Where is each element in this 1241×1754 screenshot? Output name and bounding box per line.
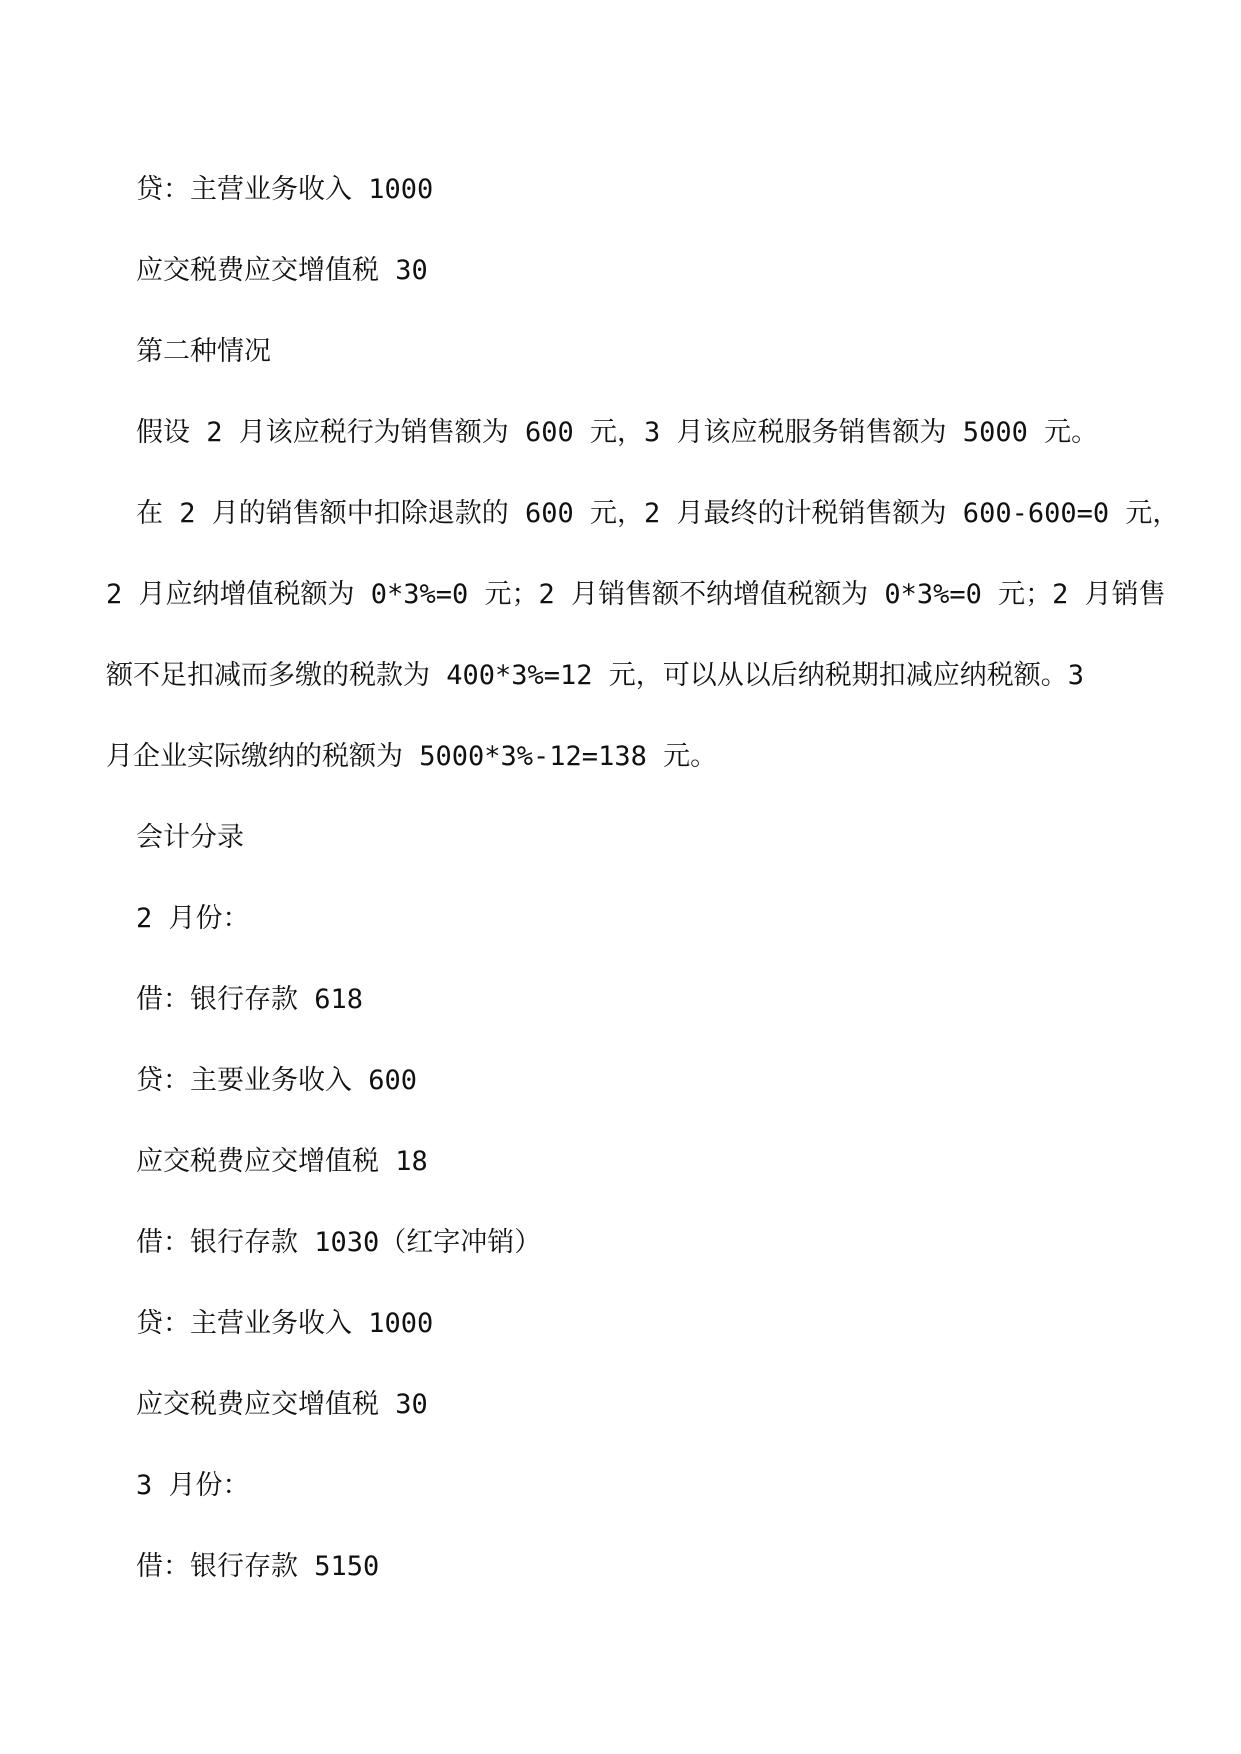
section-heading-second-case: 第二种情况 <box>136 336 271 367</box>
debit-bank-1030-red-reversal: 借：银行存款 1030（红字冲销） <box>136 1227 542 1258</box>
paragraph-line-3: 额不足扣减而多缴的税款为 400*3%=12 元，可以从以后纳税期扣减应纳税额。3 <box>106 660 1085 691</box>
march-heading: 3 月份： <box>136 1470 250 1501</box>
paragraph-line-1: 在 2 月的销售额中扣除退款的 600 元，2 月最终的计税销售额为 600-600=0 元， <box>136 498 1180 529</box>
vat-payable-18: 应交税费应交增值税 18 <box>136 1146 428 1177</box>
paragraph-line-2: 2 月应纳增值税额为 0*3%=0 元；2 月销售额不纳增值税额为 0*3%=0 元；2 月销售 <box>106 579 1166 610</box>
vat-payable-30-b: 应交税费应交增值税 30 <box>136 1389 428 1420</box>
february-heading: 2 月份： <box>136 903 250 934</box>
section-heading-accounting-entries: 会计分录 <box>136 822 244 853</box>
debit-bank-5150: 借：银行存款 5150 <box>136 1551 380 1582</box>
credit-main-revenue-1000: 贷：主营业务收入 1000 <box>136 174 434 205</box>
vat-payable-30: 应交税费应交增值税 30 <box>136 255 428 286</box>
paragraph-line-4: 月企业实际缴纳的税额为 5000*3%-12=138 元。 <box>106 741 718 772</box>
debit-bank-618: 借：银行存款 618 <box>136 984 364 1015</box>
credit-main-revenue-600: 贷：主要业务收入 600 <box>136 1065 418 1096</box>
credit-main-revenue-1000-b: 贷：主营业务收入 1000 <box>136 1308 434 1339</box>
paragraph-assumption: 假设 2 月该应税行为销售额为 600 元，3 月该应税服务销售额为 5000 元。 <box>136 417 1099 448</box>
